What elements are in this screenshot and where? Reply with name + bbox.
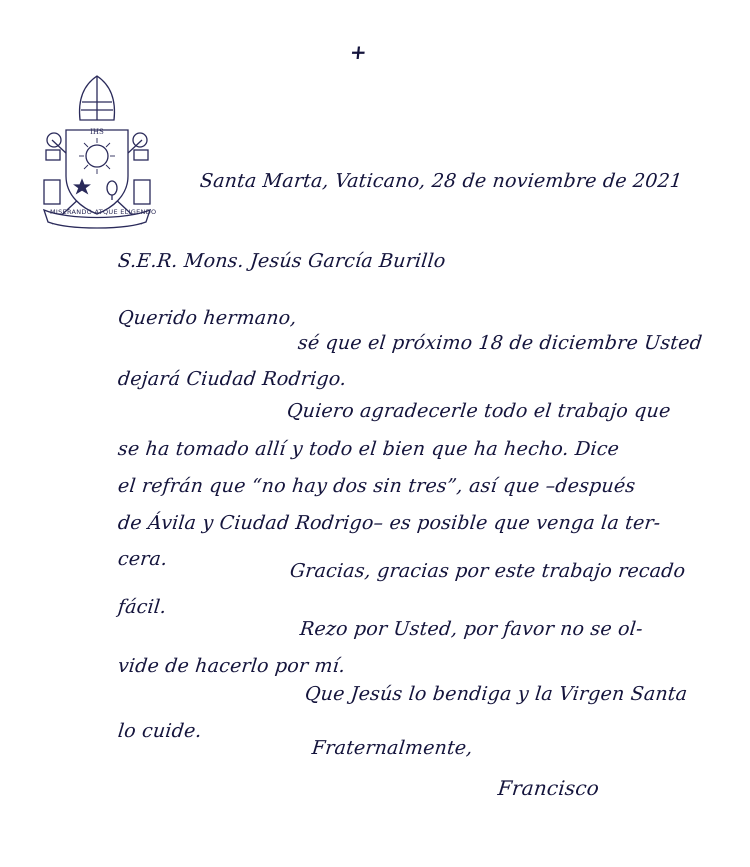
dateline: Santa Marta, Vaticano, 28 de noviembre de 2021 bbox=[198, 170, 684, 192]
body-line: Rezo por Usted, por favor no se ol- bbox=[298, 618, 644, 640]
body-line: se ha tomado allí y todo el bien que ha hecho. Dice bbox=[116, 438, 621, 460]
body-line: Que Jesús lo bendiga y la Virgen Santa bbox=[303, 683, 689, 705]
svg-text:IHS: IHS bbox=[90, 128, 104, 136]
body-line: lo cuide. bbox=[116, 720, 203, 742]
greeting: Querido hermano, bbox=[116, 307, 298, 329]
body-line: vide de hacerlo por mí. bbox=[116, 655, 347, 677]
body-line: dejará Ciudad Rodrigo. bbox=[116, 368, 348, 390]
letterhead-motto: MISERANDO ATQUE ELIGENDO bbox=[50, 208, 157, 216]
signature: Francisco bbox=[496, 776, 601, 800]
body-line: el refrán que “no hay dos sin tres”, así que –después bbox=[116, 475, 637, 497]
body-line: de Ávila y Ciudad Rodrigo– es posible que venga la ter- bbox=[116, 512, 662, 534]
body-line: fácil. bbox=[116, 596, 168, 618]
recipient: S.E.R. Mons. Jesús García Burillo bbox=[116, 250, 447, 272]
body-line: Quiero agradecerle todo el trabajo que bbox=[285, 400, 672, 422]
closing: Fraternalmente, bbox=[310, 737, 474, 759]
cross-mark: + bbox=[348, 40, 369, 64]
body-line: Gracias, gracias por este trabajo recado bbox=[288, 560, 687, 582]
body-line: cera. bbox=[116, 548, 169, 570]
body-line: sé que el próximo 18 de diciembre Usted bbox=[296, 332, 704, 354]
